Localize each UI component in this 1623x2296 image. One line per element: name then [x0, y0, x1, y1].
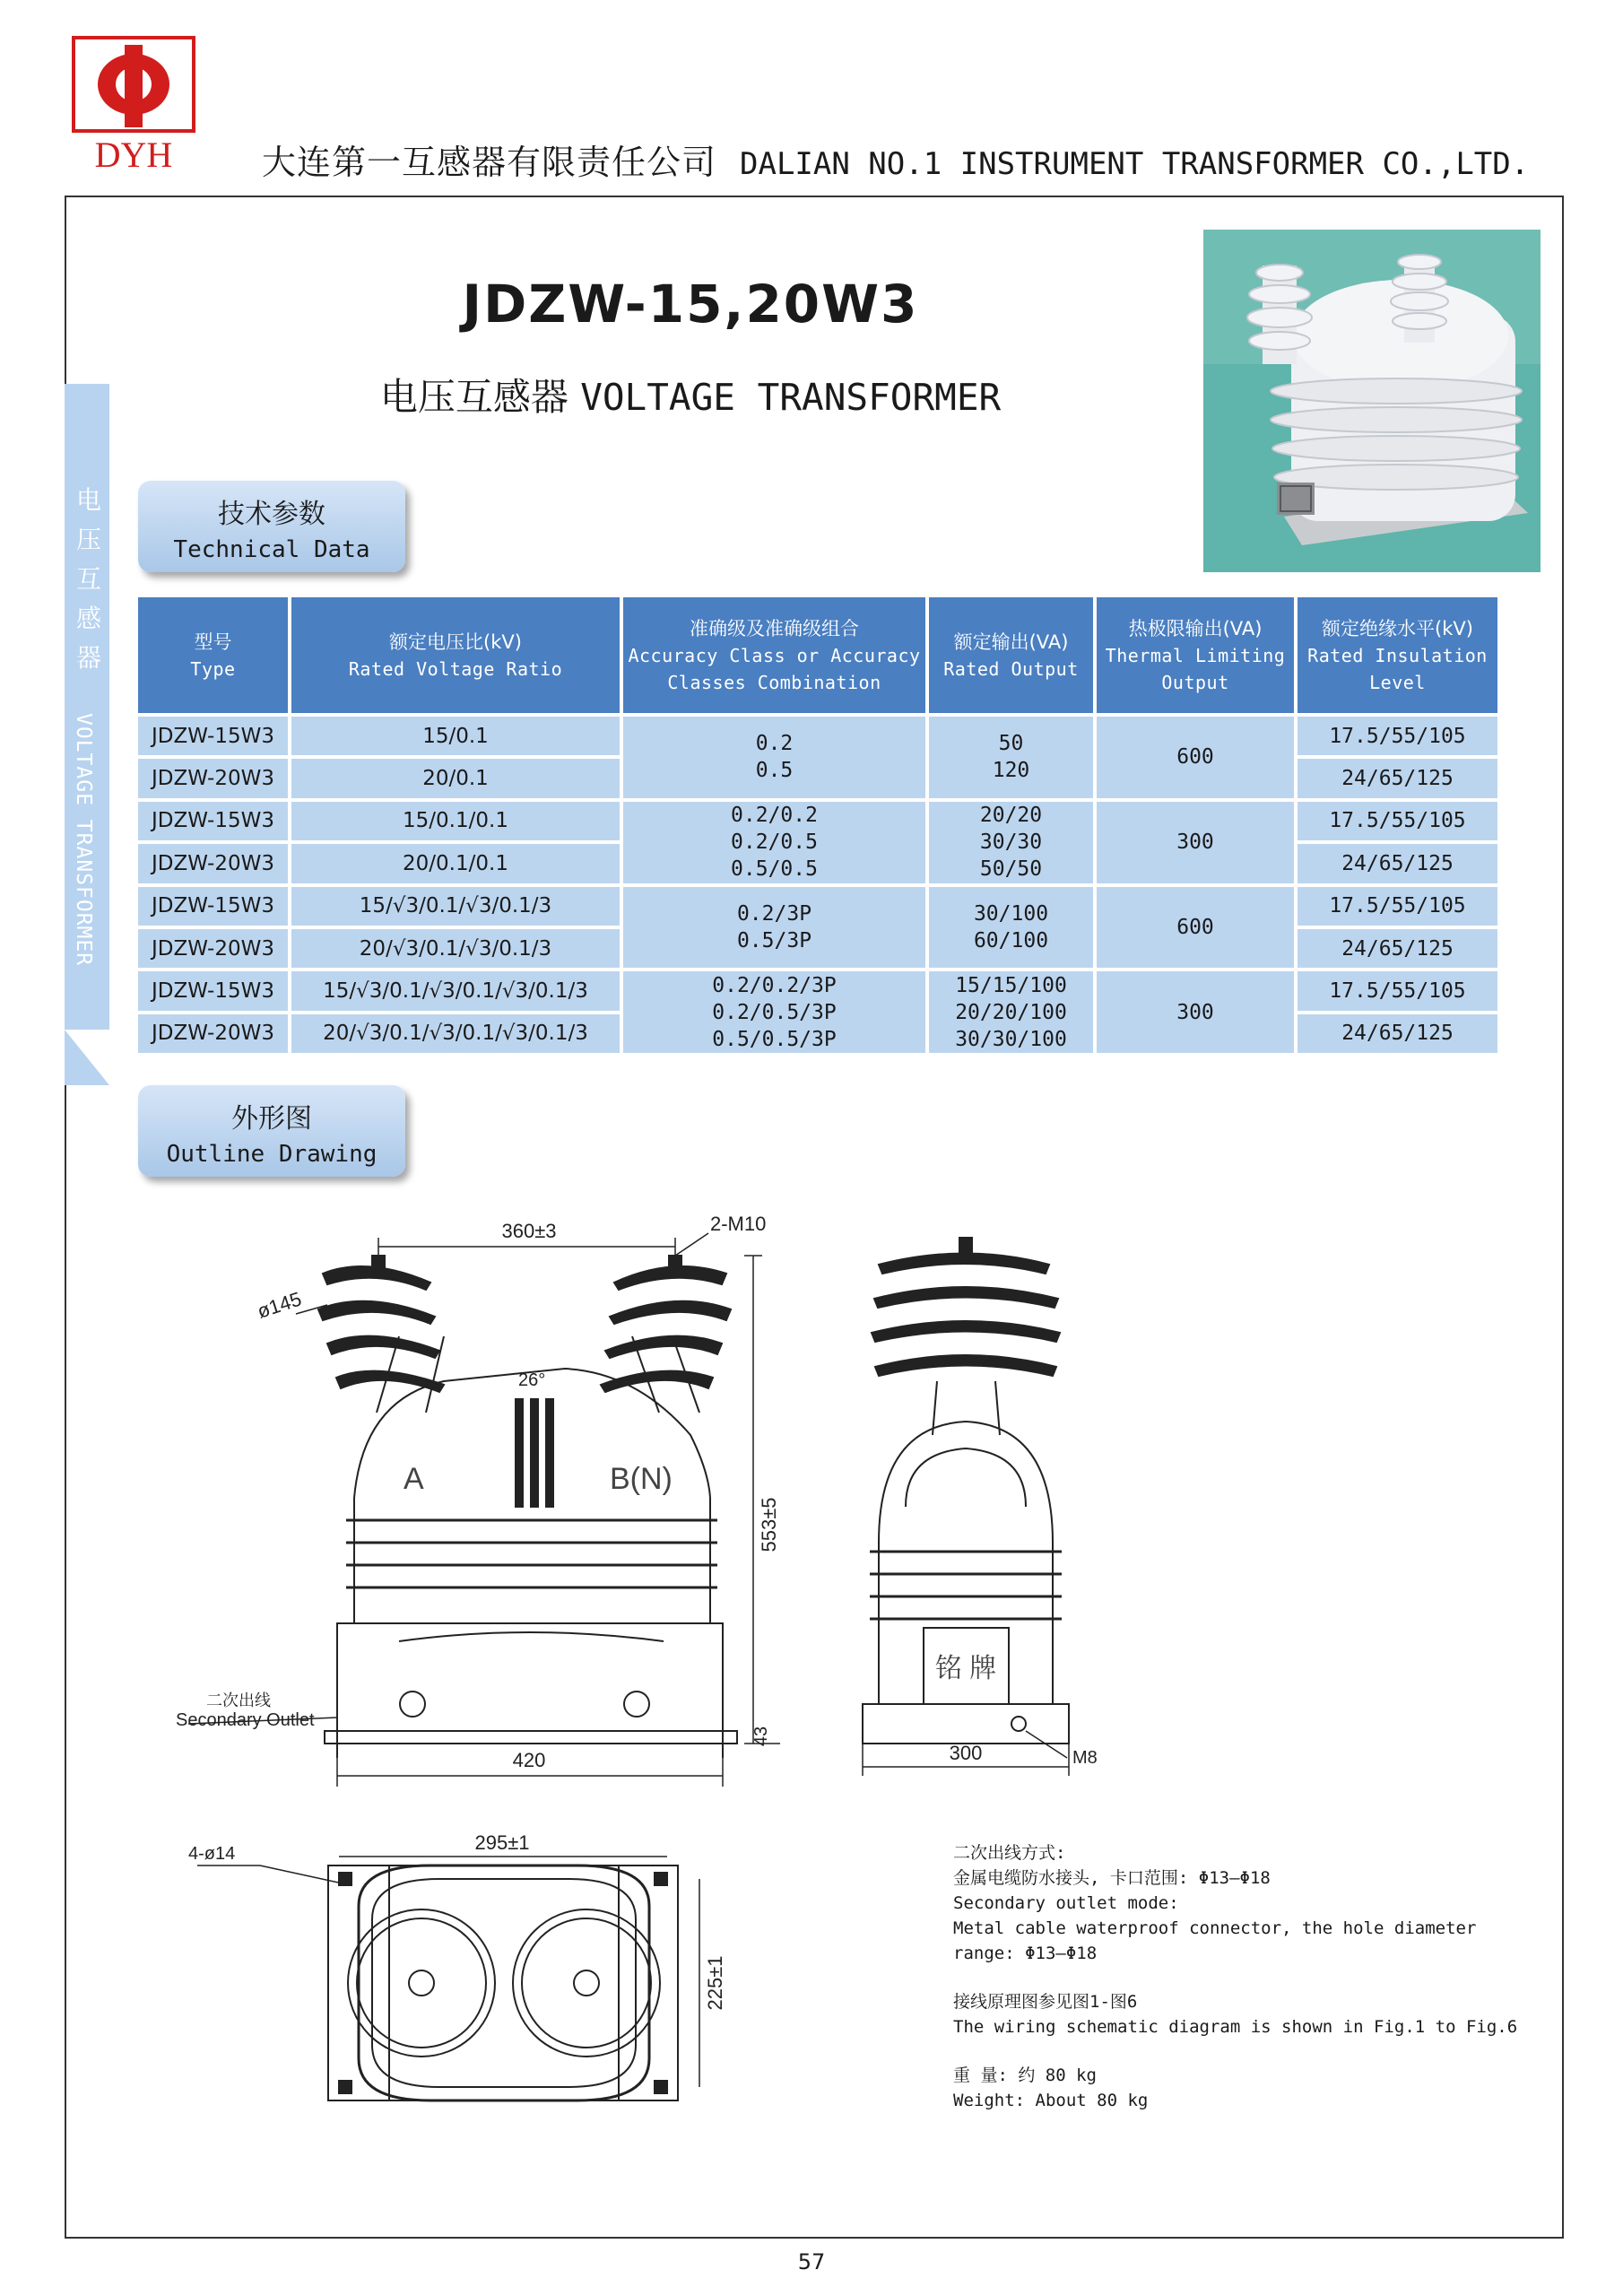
cell-accuracy: 0.2 0.5 — [623, 717, 925, 798]
note-outlet-en-2: range: Φ13—Φ18 — [953, 1944, 1098, 1963]
svg-text:295±1: 295±1 — [474, 1831, 530, 1854]
note-weight-cn: 重 量: 约 80 kg — [953, 2066, 1097, 2085]
cell-type: JDZW-15W3 — [138, 802, 288, 840]
note-outlet-cn: 金属电缆防水接头, 卡口范围: Φ13—Φ18 — [953, 1868, 1271, 1888]
cell-rated-output: 20/20 30/30 50/50 — [929, 802, 1093, 883]
header-accuracy: 准确级及准确级组合 Accuracy Class or Accuracy Classes Combination — [623, 597, 925, 713]
front-view — [176, 1213, 780, 1787]
company-name-cn: 大连第一互感器有限责任公司 — [262, 143, 717, 182]
cell-voltage-ratio: 20/√3/0.1/√3/0.1/3 — [291, 929, 620, 968]
cell-type: JDZW-20W3 — [138, 929, 288, 968]
header-voltage-ratio: 额定电压比(kV) Rated Voltage Ratio — [291, 597, 620, 713]
section-badge-outline-drawing — [138, 1085, 405, 1177]
svg-text:ø145: ø145 — [254, 1287, 305, 1323]
cell-type: JDZW-15W3 — [138, 887, 288, 926]
cell-rated-output: 30/100 60/100 — [929, 887, 1093, 969]
cell-type: JDZW-20W3 — [138, 1014, 288, 1053]
cell-insulation: 17.5/55/105 — [1298, 887, 1497, 926]
table-row — [138, 887, 1497, 926]
table-row — [138, 717, 1497, 755]
svg-text:420: 420 — [512, 1749, 546, 1771]
product-name-en: VOLTAGE TRANSFORMER — [580, 376, 1002, 419]
company-name-en: DALIAN NO.1 INSTRUMENT TRANSFORMER CO.,LTD. — [740, 146, 1530, 182]
svg-text:B(N): B(N) — [610, 1462, 673, 1496]
svg-text:铭 牌: 铭 牌 — [934, 1654, 997, 1683]
product-photo — [1203, 230, 1541, 572]
company-name-line — [262, 135, 1529, 184]
header-rated-output: 额定输出(VA) Rated Output — [929, 597, 1093, 713]
side-view — [863, 1238, 1098, 1776]
cell-voltage-ratio: 15/√3/0.1/√3/0.1/3 — [291, 887, 620, 926]
svg-text:553±5: 553±5 — [758, 1497, 780, 1552]
dyh-logo — [72, 36, 195, 170]
cell-type: JDZW-20W3 — [138, 759, 288, 797]
header-type: 型号 Type — [138, 597, 288, 713]
table-row — [138, 971, 1497, 1010]
svg-text:DYH: DYH — [94, 135, 173, 170]
header-insulation: 额定绝缘水平(kV) Rated Insulation Level — [1298, 597, 1497, 713]
cell-voltage-ratio: 15/0.1 — [291, 717, 620, 755]
svg-text:225±1: 225±1 — [704, 1955, 726, 2011]
side-tab-tip — [65, 1030, 109, 1085]
top-view — [188, 1831, 726, 2100]
cell-rated-output: 50 120 — [929, 717, 1093, 798]
product-subtitle — [251, 368, 1130, 422]
note-outlet-en-title: Secondary outlet mode: — [953, 1893, 1179, 1913]
svg-text:300: 300 — [949, 1742, 983, 1764]
cell-accuracy: 0.2/0.2/3P 0.2/0.5/3P 0.5/0.5/3P — [623, 971, 925, 1053]
note-wiring-cn: 接线原理图参见图1-图6 — [953, 1992, 1138, 2012]
section-title-cn: 技术参数 — [218, 499, 325, 530]
cell-voltage-ratio: 20/0.1 — [291, 759, 620, 797]
cell-insulation: 17.5/55/105 — [1298, 717, 1497, 755]
cell-insulation: 17.5/55/105 — [1298, 802, 1497, 840]
section-badge-technical-data — [138, 481, 405, 572]
svg-text:2-M10: 2-M10 — [710, 1213, 767, 1235]
cell-thermal-output: 600 — [1097, 717, 1294, 798]
cell-voltage-ratio: 15/0.1/0.1 — [291, 802, 620, 840]
table-row — [138, 802, 1497, 840]
svg-text:26°: 26° — [518, 1370, 546, 1390]
table-header-row — [138, 597, 1497, 713]
svg-text:4-ø14: 4-ø14 — [188, 1844, 236, 1864]
note-wiring-en: The wiring schematic diagram is shown in Fig.1 to Fig.6 — [953, 2017, 1518, 2037]
svg-text:A: A — [404, 1462, 424, 1496]
technical-data-table — [135, 594, 1501, 1057]
note-outlet-cn-title: 二次出线方式: — [953, 1843, 1066, 1863]
cell-type: JDZW-20W3 — [138, 844, 288, 883]
cell-rated-output: 15/15/100 20/20/100 30/30/100 — [929, 971, 1093, 1053]
model-title: JDZW-15,20W3 — [462, 274, 919, 335]
header-thermal-output: 热极限输出(VA) Thermal Limiting Output — [1097, 597, 1294, 713]
cell-type: JDZW-15W3 — [138, 971, 288, 1010]
svg-text:Secondary Outlet: Secondary Outlet — [176, 1710, 315, 1730]
cell-insulation: 24/65/125 — [1298, 844, 1497, 883]
cell-accuracy: 0.2/3P 0.5/3P — [623, 887, 925, 969]
note-weight-en: Weight: About 80 kg — [953, 2091, 1149, 2110]
cell-accuracy: 0.2/0.2 0.2/0.5 0.5/0.5 — [623, 802, 925, 883]
cell-insulation: 24/65/125 — [1298, 1014, 1497, 1053]
cell-thermal-output: 300 — [1097, 971, 1294, 1053]
svg-text:360±3: 360±3 — [501, 1220, 557, 1242]
notes-block — [953, 1840, 1517, 2113]
cell-insulation: 24/65/125 — [1298, 929, 1497, 968]
note-outlet-en-1: Metal cable waterproof connector, the hole diameter — [953, 1918, 1477, 1938]
section-title-en: Technical Data — [173, 536, 370, 563]
page-number: 57 — [797, 2249, 826, 2274]
cell-voltage-ratio: 20/√3/0.1/√3/0.1/√3/0.1/3 — [291, 1014, 620, 1053]
cell-thermal-output: 300 — [1097, 802, 1294, 883]
svg-text:二次出线: 二次出线 — [206, 1692, 271, 1709]
cell-insulation: 17.5/55/105 — [1298, 971, 1497, 1010]
svg-text:43: 43 — [751, 1726, 771, 1747]
section-title-en: Outline Drawing — [166, 1141, 378, 1168]
cell-insulation: 24/65/125 — [1298, 759, 1497, 797]
side-tab-label-cn: 电 压 互 感 器 — [75, 485, 101, 673]
side-tab-label-en: VOLTAGE TRANSFORMER — [72, 713, 95, 967]
cell-thermal-output: 600 — [1097, 887, 1294, 969]
cell-voltage-ratio: 20/0.1/0.1 — [291, 844, 620, 883]
svg-text:M8: M8 — [1072, 1748, 1098, 1768]
product-name-cn: 电压互感器 — [379, 375, 568, 419]
cell-type: JDZW-15W3 — [138, 717, 288, 755]
cell-voltage-ratio: 15/√3/0.1/√3/0.1/√3/0.1/3 — [291, 971, 620, 1010]
section-title-cn: 外形图 — [231, 1103, 312, 1135]
